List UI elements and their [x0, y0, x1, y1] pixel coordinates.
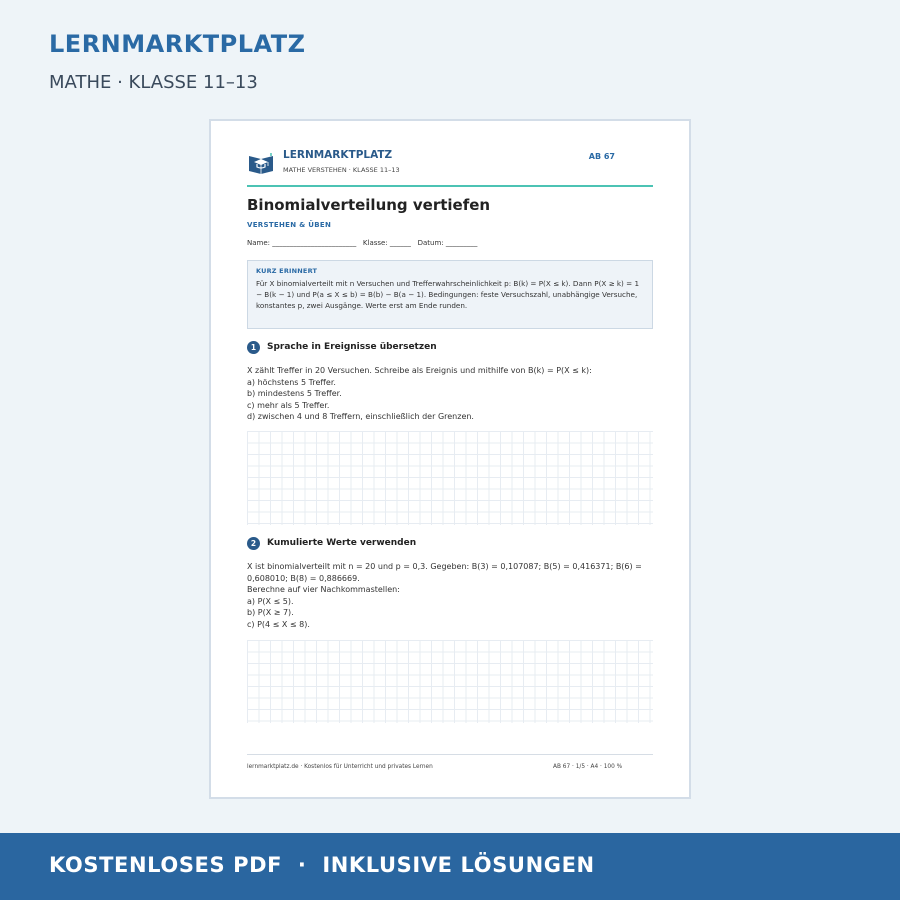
task-title: Sprache in Ereignisse übersetzen	[267, 342, 437, 352]
answer-grid	[247, 431, 653, 525]
task-line: c) mehr als 5 Treffer.	[247, 400, 330, 410]
task-number-badge: 2	[247, 537, 260, 550]
task-title: Kumulierte Werte verwenden	[267, 538, 417, 548]
header-subtitle: MATHE VERSTEHEN · KLASSE 11–13	[283, 166, 400, 174]
footer-page-info: AB 67 · 1/5 · A4 · 100 %	[553, 764, 623, 770]
footer-source: lernmarktplatz.de · Kostenlos für Unterricht und privates Lernen	[247, 764, 433, 770]
task-number-badge: 1	[247, 341, 260, 354]
task-line: b) mindestens 5 Treffer.	[247, 389, 342, 399]
worksheet-preview	[209, 119, 691, 799]
task-line: 0,608010; B(8) = 0,886669.	[247, 573, 360, 583]
promo-banner	[0, 833, 900, 900]
brand-subtitle: MATHE · KLASSE 11–13	[49, 72, 258, 93]
task-line: Berechne auf vier Nachkommastellen:	[247, 585, 400, 595]
worksheet-header	[247, 149, 653, 187]
task-body	[247, 365, 653, 423]
worksheet-kicker: VERSTEHEN & ÜBEN	[247, 221, 332, 229]
reminder-heading: KURZ ERINNERT	[256, 267, 318, 275]
header-title: LERNMARKTPLATZ	[283, 149, 393, 161]
reminder-box	[247, 260, 653, 329]
task-2	[247, 536, 653, 631]
answer-grid	[247, 640, 653, 723]
brand-title: LERNMARKTPLATZ	[49, 30, 306, 58]
banner-text: KOSTENLOSES PDF · INKLUSIVE LÖSUNGEN	[49, 853, 595, 877]
task-line: a) höchstens 5 Treffer.	[247, 377, 336, 387]
worksheet-footer	[247, 754, 653, 770]
reminder-text: Für X binomialverteilt mit n Versuchen und Trefferwahrscheinlichkeit p: B(k) = P(X ≤ k). Dann P(X ≥ k) = 1 − B(k − 1) und P(a ≤ X ≤ b) = B(b) − B(a − 1). Bedingungen: feste Versuchszahl, unabhängige Versuche, konstantes p, zwei Ausgänge. Werte erst am Ende runden.	[256, 279, 640, 310]
task-line: b) P(X ≥ 7).	[247, 608, 294, 618]
task-line: d) zwischen 4 und 8 Treffern, einschließlich der Grenzen.	[247, 412, 474, 422]
graduation-book-icon	[248, 152, 274, 174]
task-line: a) P(X ≤ 5).	[247, 596, 294, 606]
worksheet-code: AB 67	[588, 152, 615, 161]
worksheet-title: Binomialverteilung vertiefen	[247, 196, 491, 214]
task-line: X ist binomialverteilt mit n = 20 und p = 0,3. Gegeben: B(3) = 0,107087; B(5) = 0,416371; B(6) =	[247, 562, 642, 571]
task-line: X zählt Treffer in 20 Versuchen. Schreibe als Ereignis und mithilfe von B(k) = P(X ≤ k):	[247, 366, 592, 375]
task-line: c) P(4 ≤ X ≤ 8).	[247, 619, 310, 629]
task-1	[247, 340, 653, 423]
task-body	[247, 561, 653, 631]
name-class-date-fields: Name: ________________________ Klasse: ______ Datum: _________	[247, 239, 478, 247]
